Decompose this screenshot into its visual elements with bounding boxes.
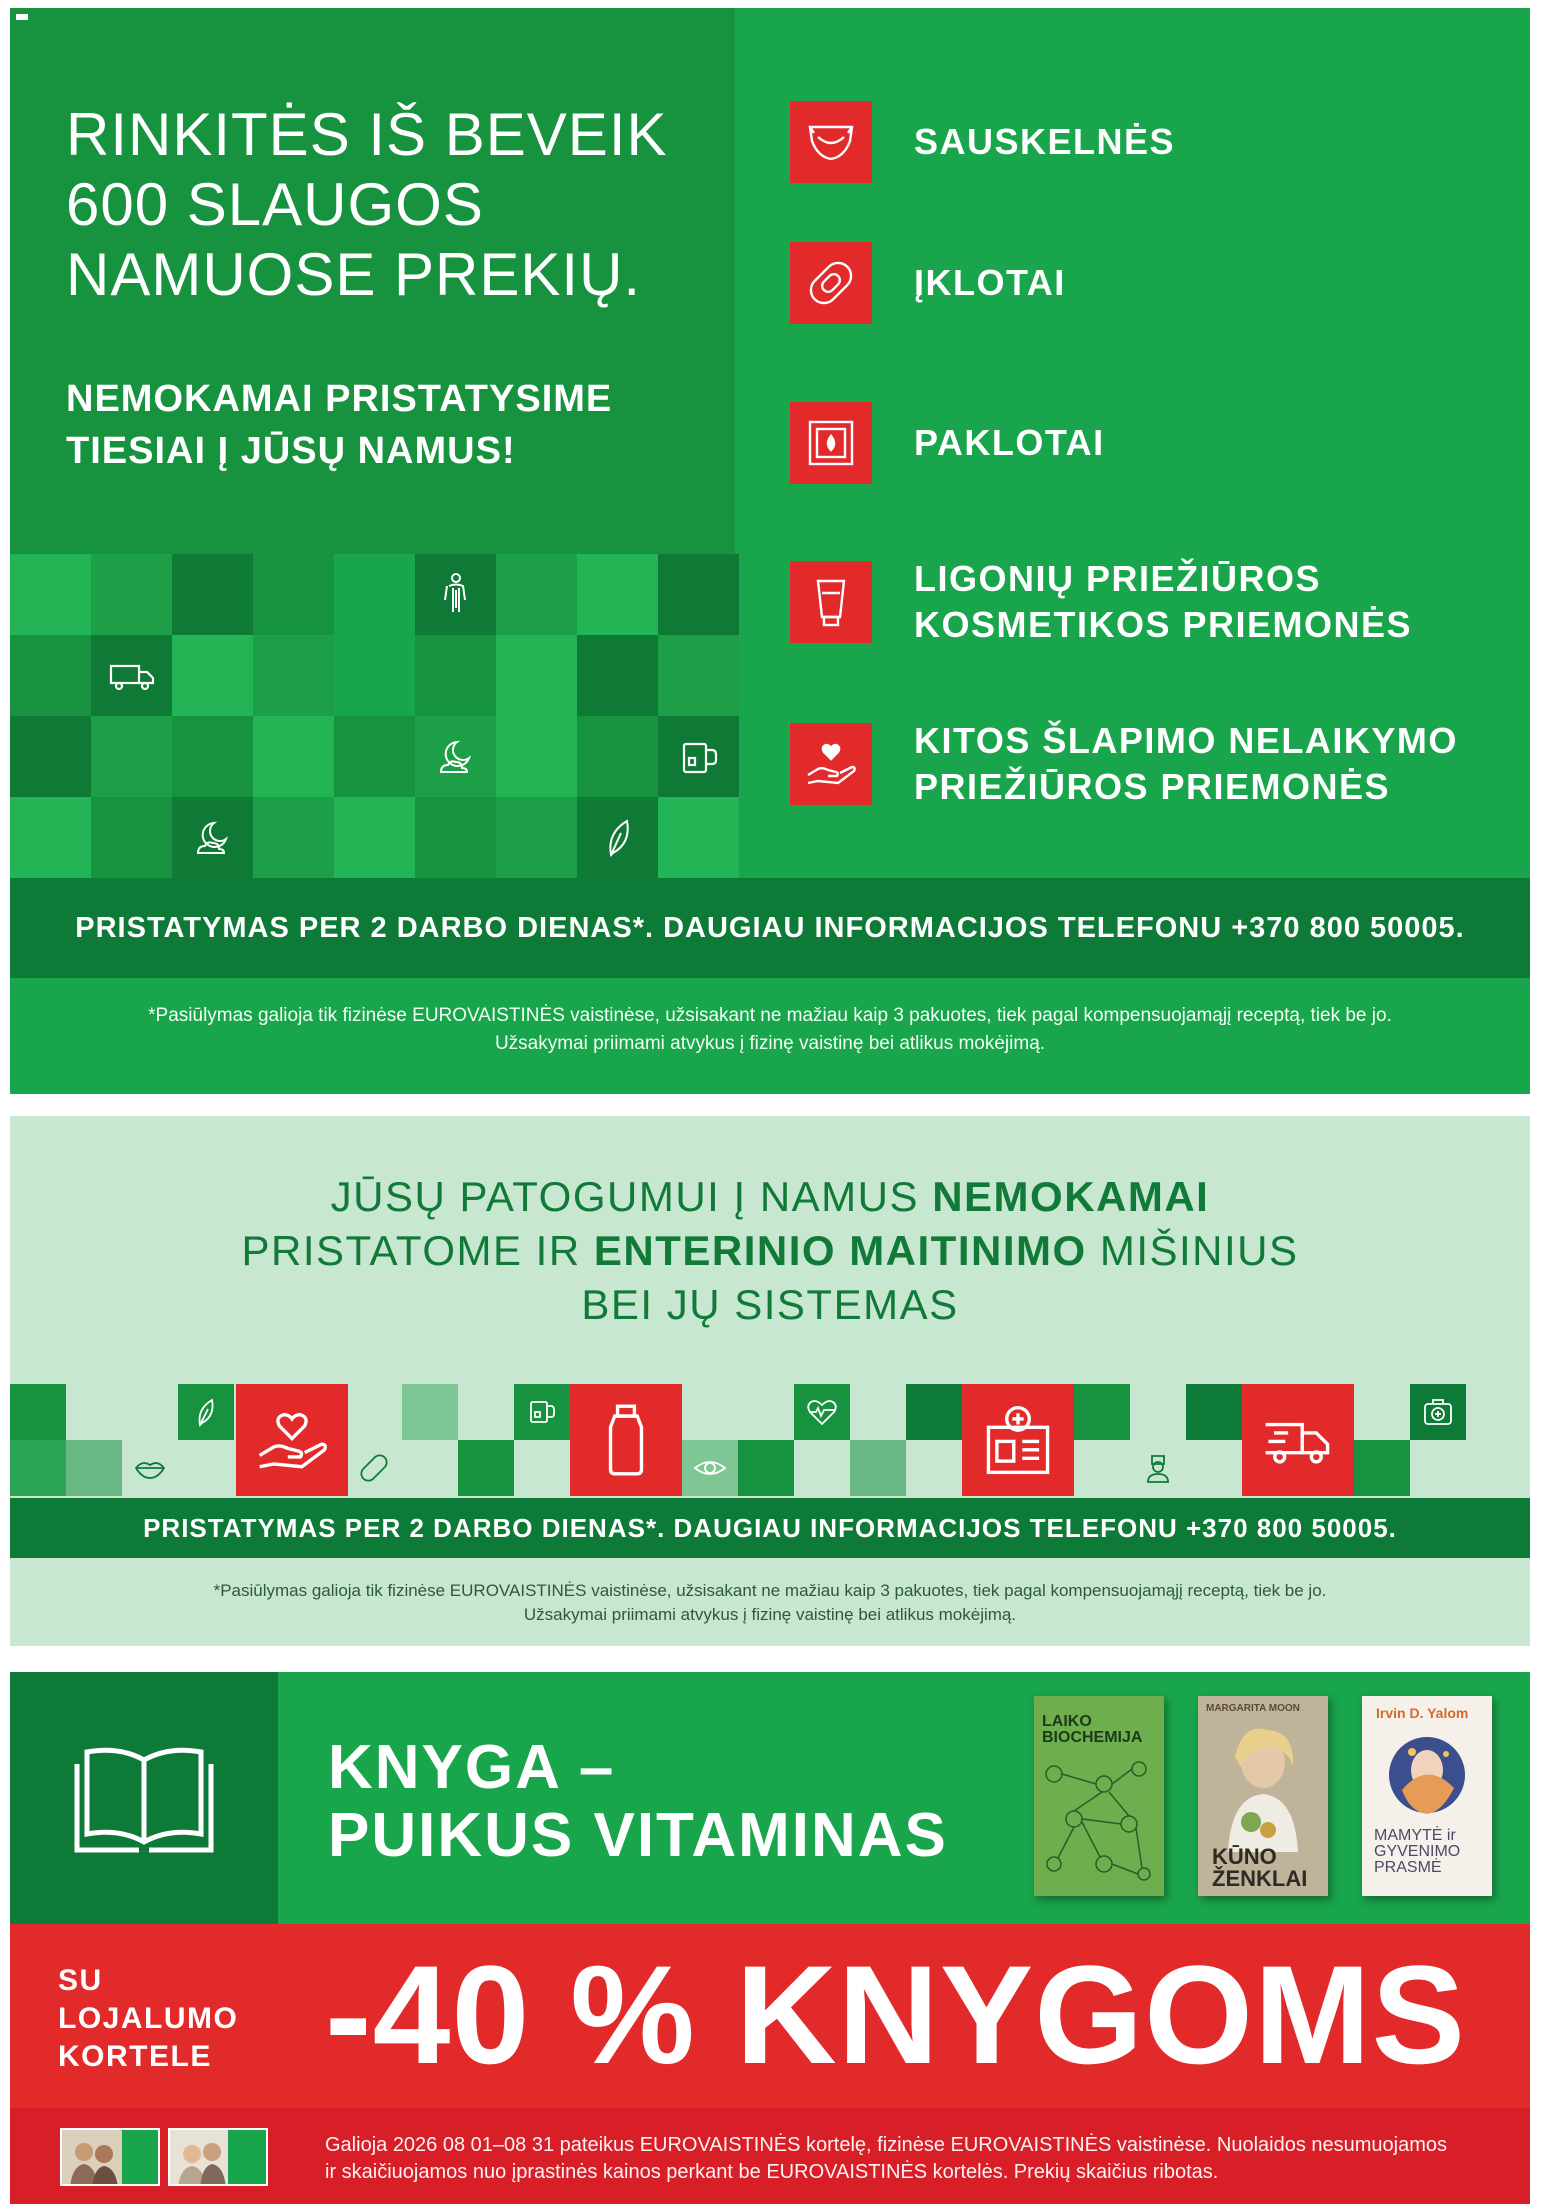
home-care-intro-panel xyxy=(10,8,735,878)
book-cover-laiko-biochemija: LAIKO BIOCHEMIJA xyxy=(1034,1696,1164,1896)
decorative-icon-strip xyxy=(10,1384,1530,1494)
home-care-promo xyxy=(10,8,1530,1094)
category-underpads: PAKLOTAI xyxy=(790,402,1105,484)
loyalty-card-image xyxy=(168,2128,268,2186)
books-banner xyxy=(10,1672,1530,1924)
moon-cloud-icon xyxy=(415,716,496,797)
moon-cloud-icon xyxy=(172,797,253,878)
book-cover-kuno-zenklai: MARGARITA MOON KŪNO ŽENKLAI xyxy=(1198,1696,1328,1896)
first-aid-icon xyxy=(1410,1384,1466,1440)
home-care-title: RINKITĖS IŠ BEVEIK 600 SLAUGOS NAMUOSE PREKIŲ. xyxy=(66,101,668,308)
decorative-mosaic xyxy=(10,554,735,878)
books-promo xyxy=(10,1672,1530,2204)
category-care-cosmetics: LIGONIŲ PRIEŽIŪROS KOSMETIKOS PRIEMONĖS xyxy=(790,556,1412,648)
mug-icon xyxy=(514,1384,570,1440)
body-icon xyxy=(415,554,496,635)
offer-footnote: *Pasiūlymas galioja tik fizinėse EUROVAISTINĖS vaistinėse, užsisakant ne mažiau kaip 3 pakuotes, tiek pagal kompensuojamąjį receptą, tiek be jo. Užsakymai priimami atvykus į fizinę vaistinę bei atlikus mokėjimą. xyxy=(213,1581,1327,1624)
leaf-icon xyxy=(577,797,658,878)
care-hand-icon xyxy=(790,723,872,805)
book-discount: -40 % KNYGOMS xyxy=(325,1936,1466,2093)
pad-icon xyxy=(790,242,872,324)
loyalty-card-label: SU LOJALUMO KORTELE xyxy=(58,1964,239,2073)
doctor-icon xyxy=(1130,1440,1186,1496)
free-delivery-subtitle: NEMOKAMAI PRISTATYSIME TIESIAI Į JŪSŲ NAMUS! xyxy=(66,378,613,472)
care-hand-icon xyxy=(236,1384,348,1496)
mug-icon xyxy=(658,716,739,797)
category-pads: ĮKLOTAI xyxy=(790,242,1066,324)
delivery-info-bar: PRISTATYMAS PER 2 DARBO DIENAS*. DAUGIAU INFORMACIJOS TELEFONU +370 800 50005. xyxy=(10,1498,1530,1558)
lips-icon xyxy=(122,1440,178,1496)
delivery-info-bar: PRISTATYMAS PER 2 DARBO DIENAS*. DAUGIAU INFORMACIJOS TELEFONU +370 800 50005. xyxy=(10,878,1530,978)
books-title: KNYGA – PUIKUS VITAMINAS xyxy=(328,1733,948,1870)
truck-icon xyxy=(1242,1384,1354,1496)
loyalty-card-image xyxy=(60,2128,160,2186)
validity-bar xyxy=(10,2108,1530,2204)
eye-icon xyxy=(682,1440,738,1496)
category-incontinence-care: KITOS ŠLAPIMO NELAIKYMO PRIEŽIŪROS PRIEMONĖS xyxy=(790,718,1458,810)
pharmacy-icon xyxy=(962,1384,1074,1496)
category-diapers: SAUSKELNĖS xyxy=(790,101,1175,183)
cream-tube-icon xyxy=(790,561,872,643)
leaf-icon xyxy=(178,1384,234,1440)
page-marker xyxy=(16,14,28,20)
truck-icon xyxy=(91,635,172,716)
offer-footnote: *Pasiūlymas galioja tik fizinėse EUROVAISTINĖS vaistinėse, užsisakant ne mažiau kaip 3 pakuotes, tiek pagal kompensuojamąjį receptą, tiek be jo. Užsakymai priimami atvykus į fizinę vaistinę bei atlikus mokėjimą. xyxy=(148,1005,1392,1054)
validity-text: Galioja 2026 08 01–08 31 pateikus EUROVAISTINĖS kortelę, fizinėse EUROVAISTINĖS vaistinėse. Nuolaidos nesumuojamos ir skaičiuojamos nuo įprastinės kainos perkant be EUROVAISTINĖS kortelės. Prekių skaičius ribotas. xyxy=(325,2134,1448,2183)
diaper-icon xyxy=(790,101,872,183)
bottle-icon xyxy=(570,1384,682,1496)
heartbeat-icon xyxy=(794,1384,850,1440)
book-cover-mamyte-ir-gyvenimo-prasme: Irvin D. Yalom MAMYTĖ ir GYVENIMO PRASMĖ xyxy=(1362,1696,1492,1896)
enteral-heading: JŪSŲ PATOGUMUI Į NAMUS NEMOKAMAI PRISTATOME IR ENTERINIO MAITINIMO MIŠINIUS BEI JŲ SISTEMAS xyxy=(241,1173,1299,1328)
bandage-icon xyxy=(346,1440,402,1496)
enteral-nutrition-promo xyxy=(10,1116,1530,1646)
underpad-icon xyxy=(790,402,872,484)
open-book-icon xyxy=(10,1672,278,1924)
